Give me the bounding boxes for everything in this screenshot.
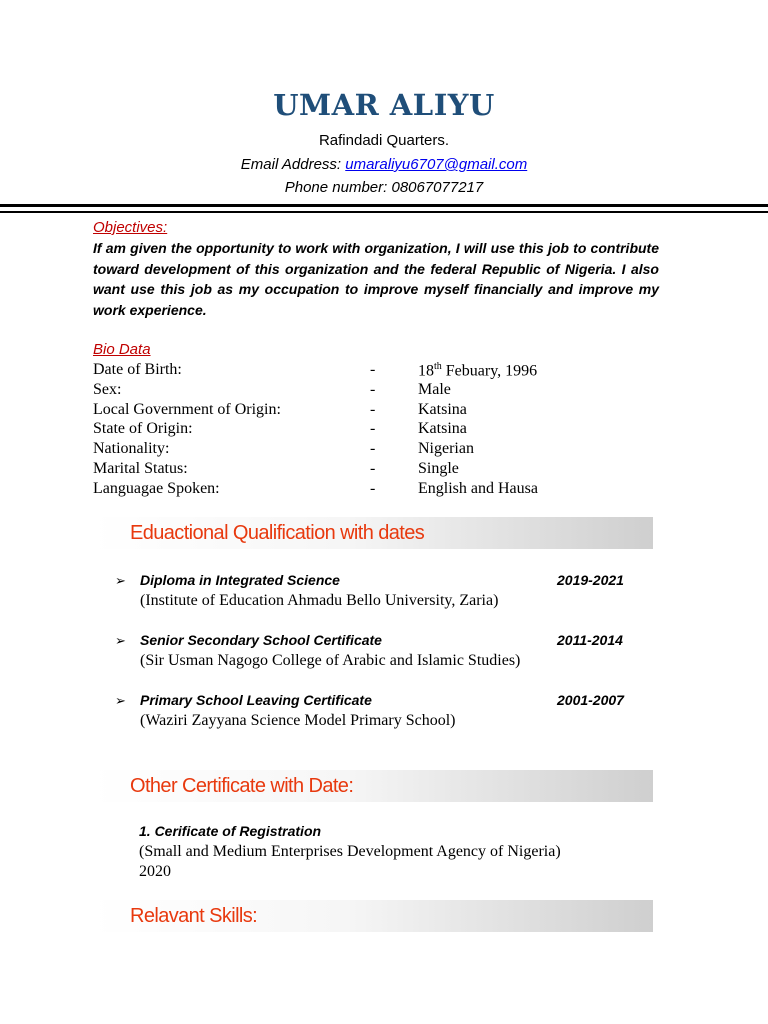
bio-row-languages	[93, 480, 653, 500]
resume-name: UMAR ALIYU	[273, 88, 495, 122]
bio-value: Male	[418, 381, 451, 398]
bio-label: Marital Status:	[93, 460, 188, 477]
bio-separator: -	[370, 420, 376, 437]
arrow-bullet-icon: ➢	[115, 634, 126, 649]
certificate-details: (Small and Medium Enterprises Development Agency of Nigeria) 2020	[139, 843, 561, 880]
education-title: Senior Secondary School Certificate	[140, 632, 382, 648]
bio-label: Nationality:	[93, 440, 170, 457]
objectives-text: If am given the opportunity to work with organization, I will use this job to contribute toward development of this organization and the federal Republic of Nigeria. I also want use this job as my occupation to improve myself financially and improve my work experience.	[93, 240, 659, 318]
arrow-bullet-icon: ➢	[115, 694, 126, 709]
bio-value: Katsina	[418, 420, 467, 437]
bio-label: Local Government of Origin:	[93, 401, 281, 418]
education-institution: (Sir Usman Nagogo College of Arabic and Islamic Studies)	[140, 652, 521, 669]
arrow-bullet-icon: ➢	[115, 574, 126, 589]
bio-value: Single	[418, 460, 459, 477]
bio-separator: -	[370, 381, 376, 398]
objectives-title: Objectives:	[93, 219, 168, 236]
bio-value: English and Hausa	[418, 480, 538, 497]
bio-row-marital-status	[93, 460, 653, 480]
email-line	[0, 156, 768, 173]
education-institution: (Waziri Zayyana Science Model Primary School)	[140, 712, 456, 729]
education-date: 2019-2021	[557, 572, 624, 588]
bio-data-title: Bio Data	[93, 341, 151, 358]
bio-separator: -	[370, 460, 376, 477]
education-title: Diploma in Integrated Science	[140, 572, 340, 588]
certificate-title: 1. Cerificate of Registration	[139, 823, 322, 839]
skills-heading: Relavant Skills:	[130, 905, 258, 927]
bio-separator: -	[370, 440, 376, 457]
skills-heading-band	[93, 900, 653, 932]
address: Rafindadi Quarters.	[318, 132, 450, 149]
header-divider	[0, 204, 768, 213]
bio-value: Nigerian	[418, 440, 474, 457]
other-certificates-heading-band	[93, 770, 653, 802]
education-date: 2001-2007	[557, 692, 624, 708]
bio-row-state	[93, 420, 653, 440]
bio-value: 18th Febuary, 1996	[418, 361, 538, 380]
bio-row-nationality	[93, 440, 653, 460]
education-date: 2011-2014	[557, 632, 623, 648]
education-heading: Eduactional Qualification with dates	[130, 522, 425, 544]
bio-row-date-of-birth	[93, 361, 653, 381]
bio-label: Sex:	[93, 381, 122, 398]
other-certificates-heading: Other Certificate with Date:	[130, 775, 354, 797]
education-heading-band	[93, 517, 653, 549]
bio-label: Date of Birth:	[93, 361, 182, 378]
phone-number: Phone number: 08067077217	[284, 179, 484, 196]
bio-separator: -	[370, 480, 376, 497]
education-title: Primary School Leaving Certificate	[140, 692, 372, 708]
email-link[interactable]: umaraliyu6707@gmail.com	[345, 156, 528, 173]
bio-value: Katsina	[418, 401, 467, 418]
bio-row-lga	[93, 401, 653, 421]
education-institution: (Institute of Education Ahmadu Bello University, Zaria)	[140, 592, 499, 609]
bio-separator: -	[370, 361, 376, 378]
bio-label: Languagae Spoken:	[93, 480, 220, 497]
bio-separator: -	[370, 401, 376, 418]
bio-row-sex	[93, 381, 653, 401]
email-label: Email Address:	[240, 156, 346, 173]
bio-label: State of Origin:	[93, 420, 193, 437]
